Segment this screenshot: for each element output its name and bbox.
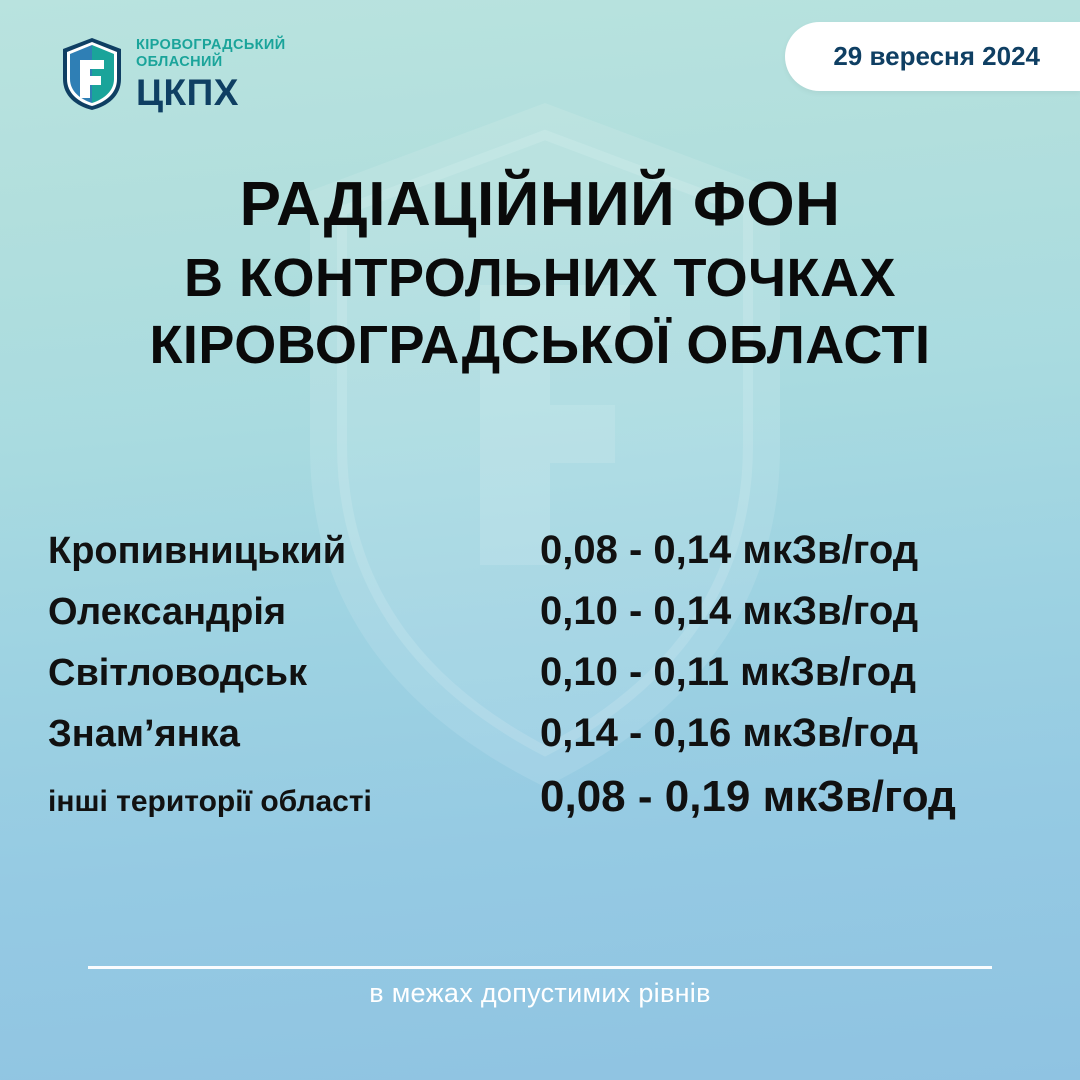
list-item bbox=[48, 589, 1032, 634]
organization-logo bbox=[60, 36, 286, 112]
list-item bbox=[48, 528, 1032, 573]
location-name: інші території області bbox=[48, 785, 372, 818]
location-name: Олександрія bbox=[48, 591, 287, 633]
title-line-1: РАДІАЦІЙНИЙ ФОН bbox=[239, 170, 841, 239]
date-badge-text: 29 вересня 2024 bbox=[833, 41, 1040, 71]
page-title bbox=[0, 172, 1080, 374]
list-item bbox=[48, 711, 1032, 756]
radiation-readings-list bbox=[48, 528, 1032, 838]
title-line-3: КІРОВОГРАДСЬКОЇ ОБЛАСТІ bbox=[149, 314, 931, 375]
footer-note: в межах допустимих рівнів bbox=[369, 978, 711, 1008]
location-value: 0,08 - 0,14 мкЗв/год bbox=[540, 528, 919, 572]
date-badge bbox=[785, 22, 1080, 91]
location-value: 0,10 - 0,11 мкЗв/год bbox=[540, 650, 916, 694]
location-value: 0,10 - 0,14 мкЗв/год bbox=[540, 589, 919, 633]
logo-line-1: КІРОВОГРАДСЬКИЙ bbox=[136, 36, 286, 53]
list-item bbox=[48, 772, 1032, 822]
list-item bbox=[48, 650, 1032, 695]
shield-logo-icon bbox=[60, 36, 124, 112]
title-line-2: В КОНТРОЛЬНИХ ТОЧКАХ bbox=[184, 247, 896, 308]
location-value: 0,08 - 0,19 мкЗв/год bbox=[540, 772, 956, 821]
location-name: Кропивницький bbox=[48, 530, 347, 572]
location-name: Знам’янка bbox=[48, 713, 240, 755]
logo-line-2: ОБЛАСНИЙ bbox=[136, 54, 223, 70]
footer-divider bbox=[88, 966, 992, 969]
logo-text-block bbox=[136, 38, 286, 111]
location-value: 0,14 - 0,16 мкЗв/год bbox=[540, 711, 919, 755]
location-name: Світловодськ bbox=[48, 652, 308, 694]
logo-abbreviation: ЦКПХ bbox=[136, 71, 239, 113]
